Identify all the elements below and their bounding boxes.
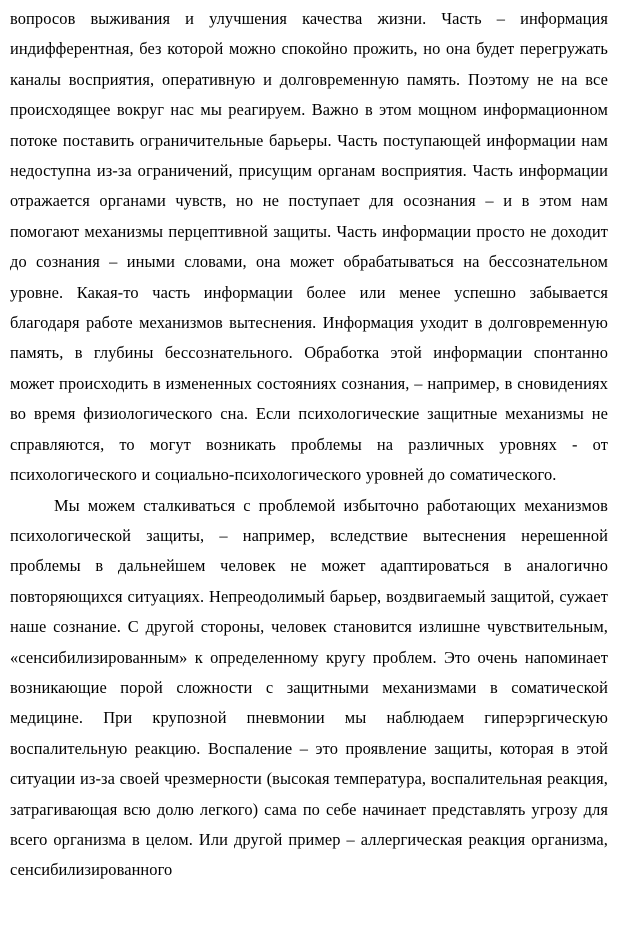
body-paragraph-2: Мы можем сталкиваться с проблемой избыточно работающих механизмов психологической защиты, – например, вследствие вытеснения нерешенной проблемы в дальнейшем человек не может адаптироваться в аналогично повторяющихся ситуациях. Непреодолимый барьер, воздвигаемый защитой, сужает наше сознание. С другой стороны, человек становится излишне чувствительным, «сенсибилизированным» к определенному кругу проблем. Это очень напоминает возникающие порой сложности с защитными механизмами в соматической медицине. При крупозной пневмонии мы наблюдаем гиперэргическую воспалительную реакцию. Воспаление – это проявление защиты, которая в этой ситуации из-за своей чрезмерности (высокая температура, воспалительная реакция, затрагивающая всю долю легкого) сама по себе начинает представлять угрозу для всего организма в целом. Или другой пример – аллергическая реакция организма, сенсибилизированного [10, 495, 608, 880]
body-paragraph-1: вопросов выживания и улучшения качества жизни. Часть – информация индифферентная, без которой можно спокойно прожить, но она будет перегружать каналы восприятия, оперативную и долговременную память. Поэтому не на все происходящее вокруг нас мы реагируем. Важно в этом мощном информационном потоке поставить ограничительные барьеры. Часть поступающей информации нам недоступна из-за ограничений, присущим органам восприятия. Часть информации отражается органами чувств, но не поступает для осознания – и в этом нам помогают механизмы перцептивной защиты. Часть информации просто не доходит до сознания – иными словами, она может обрабатываться на бессознательном уровне. Какая-то часть информации более или менее успешно забывается благодаря работе механизмов вытеснения. Информация уходит в долговременную память, в глубины бессознательного. Обработка этой информации спонтанно может происходить в измененных состояниях сознания, – например, в сновидениях во время физиологического сна. Если психологические защитные механизмы не справляются, то могут возникать проблемы на различных уровнях - от психологического и социально-психологического уровней до соматического. [10, 9, 608, 485]
page-text-body [10, 4, 608, 886]
